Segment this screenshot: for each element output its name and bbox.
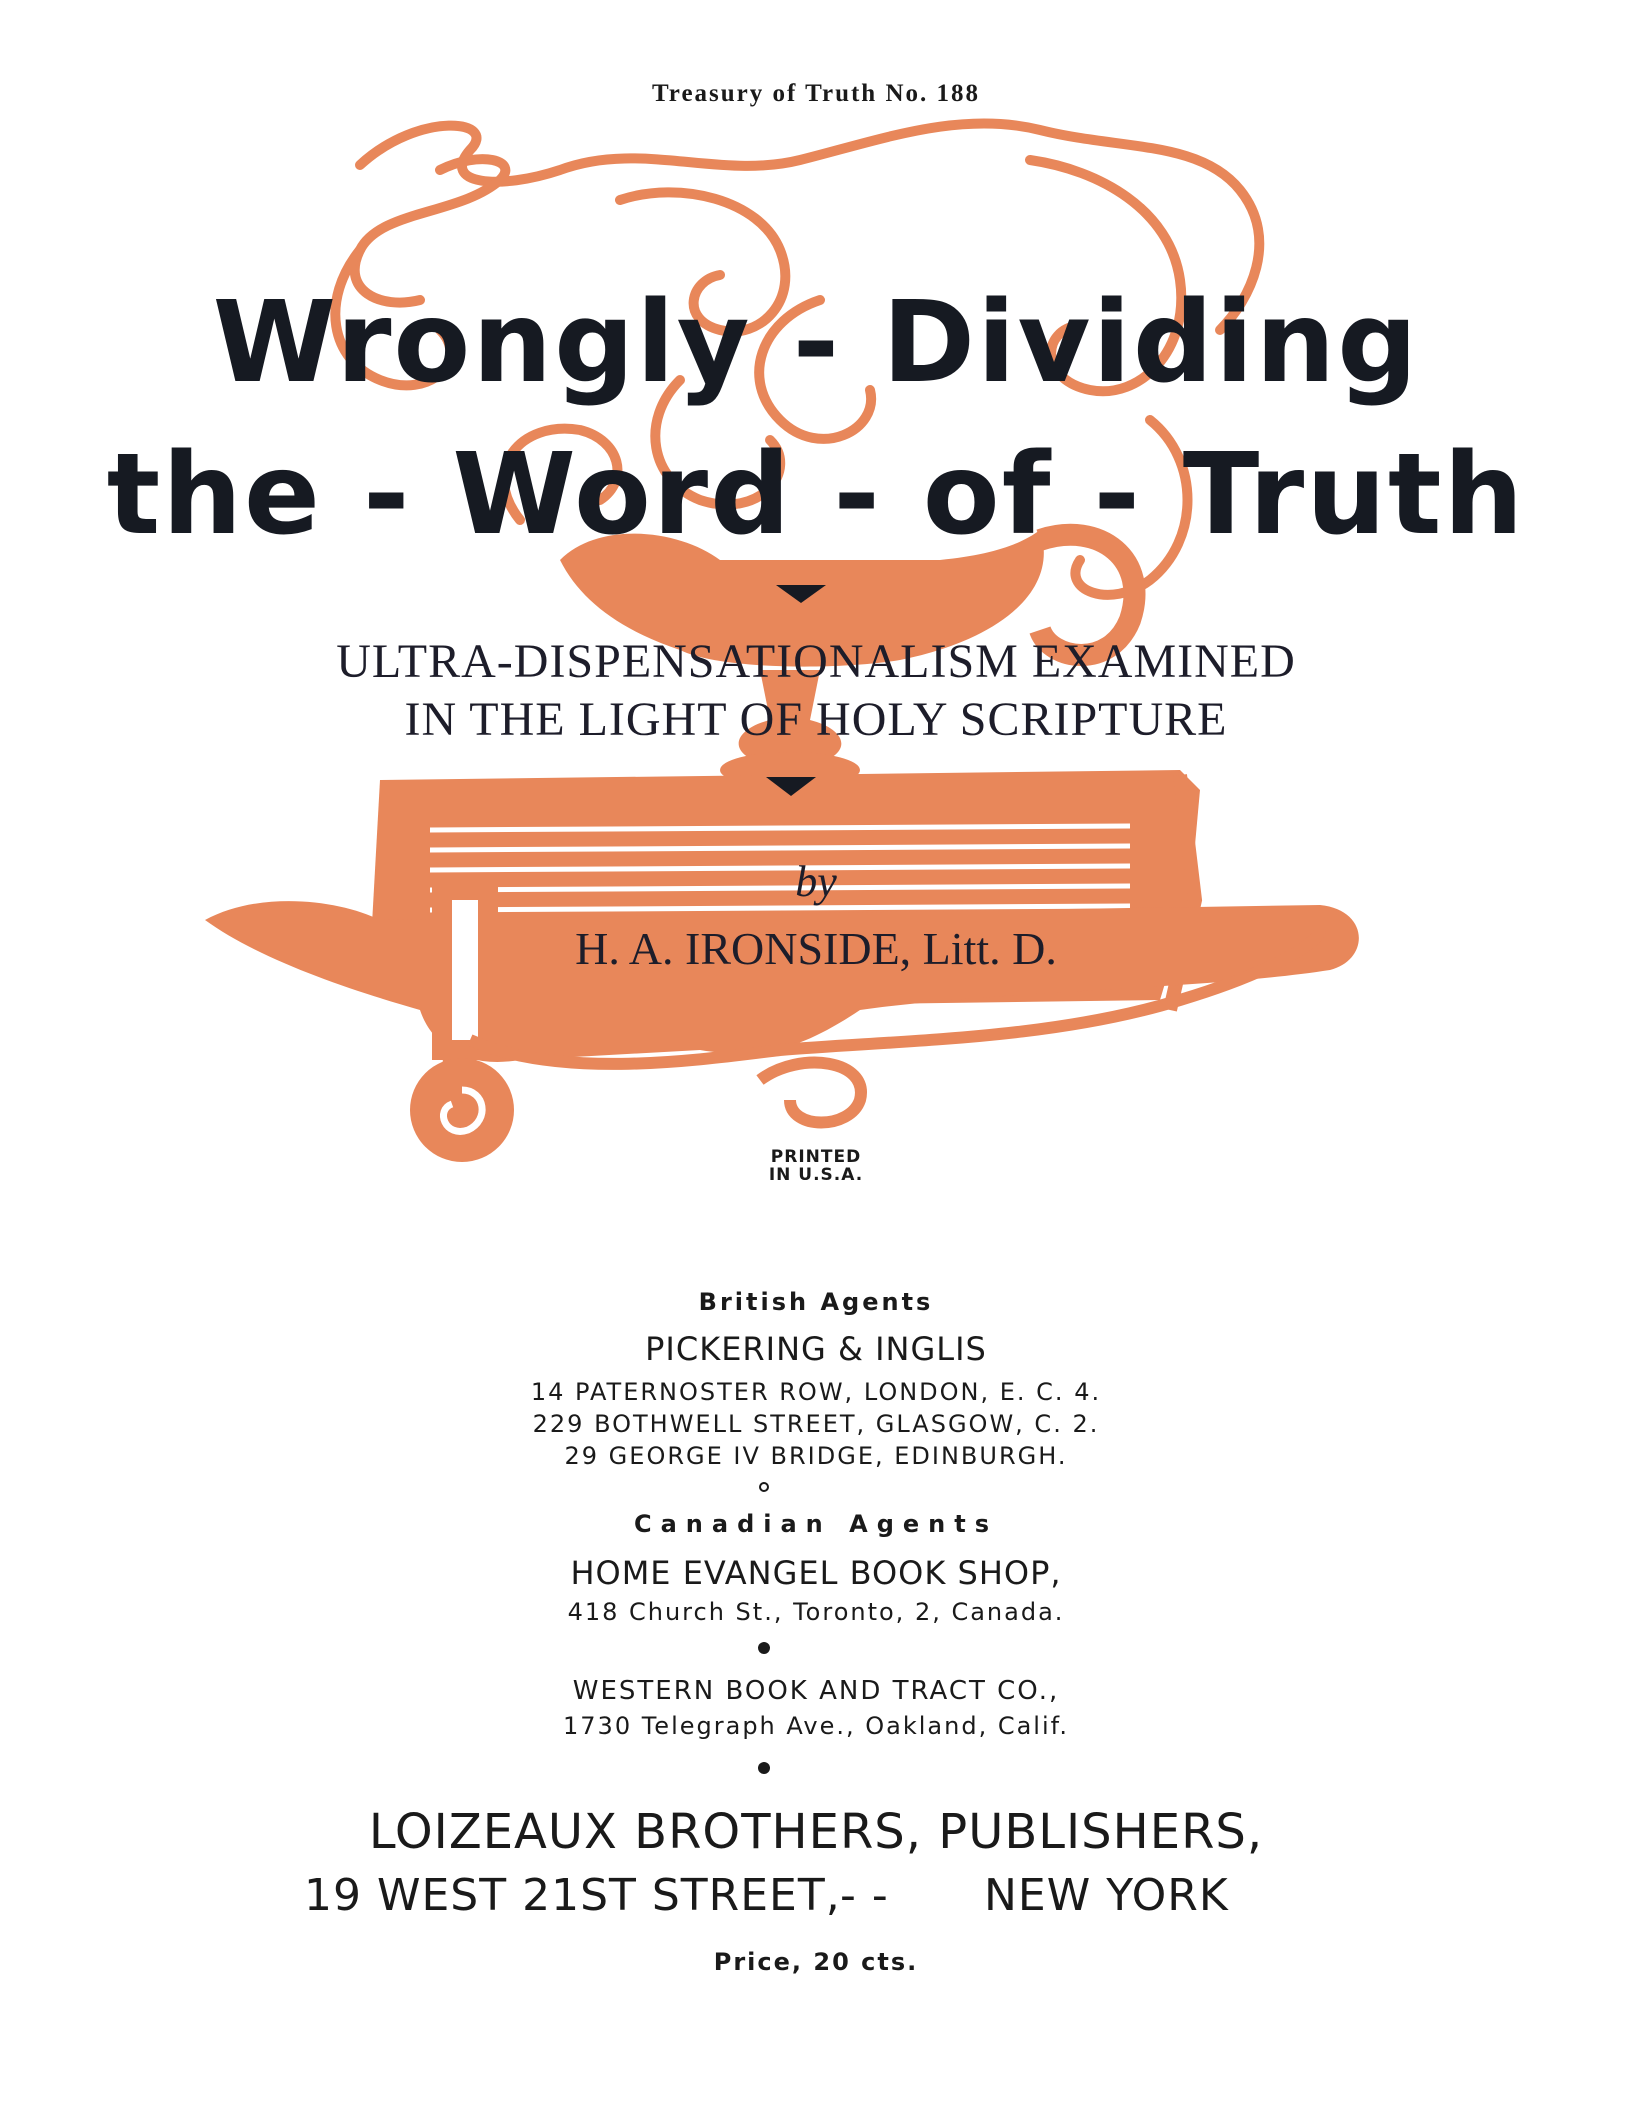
publisher-name: LOIZEAUX BROTHERS, PUBLISHERS, xyxy=(368,1804,1264,1860)
subtitle-line-1: ULTRA-DISPENSATIONALISM EXAMINED xyxy=(336,635,1296,688)
canadian-agents-label: Canadian Agents xyxy=(633,1510,998,1538)
publisher-street: 19 WEST 21ST STREET, xyxy=(304,1870,841,1921)
printed-line-2: IN U.S.A. xyxy=(768,1165,864,1185)
byline: by xyxy=(795,857,837,906)
separator-dot-2 xyxy=(758,1642,770,1654)
publisher-city: NEW YORK xyxy=(984,1870,1229,1921)
british-address-2: 229 BOTHWELL STREET, GLASGOW, C. 2. xyxy=(532,1410,1100,1438)
printed-in-usa xyxy=(0,1148,1632,1184)
british-address-1: 14 PATERNOSTER ROW, LONDON, E. C. 4. xyxy=(530,1378,1102,1406)
price: Price, 20 cts. xyxy=(713,1948,919,1976)
publisher-address xyxy=(0,1870,1632,1930)
author: H. A. IRONSIDE, Litt. D. xyxy=(575,923,1057,974)
series-line: Treasury of Truth No. 188 xyxy=(651,80,980,107)
canadian-address: 418 Church St., Toronto, 2, Canada. xyxy=(567,1598,1065,1626)
separator-dot-3 xyxy=(758,1762,770,1774)
title-line-2: the - Word - of - Truth xyxy=(106,430,1526,560)
title-line-1: Wrongly - Dividing xyxy=(212,278,1420,408)
subtitle-line-2: IN THE LIGHT OF HOLY SCRIPTURE xyxy=(404,693,1228,746)
british-address-3: 29 GEORGE IV BRIDGE, EDINBURGH. xyxy=(564,1442,1068,1470)
western-address: 1730 Telegraph Ave., Oakland, Calif. xyxy=(563,1712,1069,1740)
canadian-agent-name: HOME EVANGEL BOOK SHOP, xyxy=(570,1554,1062,1592)
printed-line-1: PRINTED xyxy=(770,1147,862,1167)
western-agent-name: WESTERN BOOK AND TRACT CO., xyxy=(572,1676,1060,1706)
separator-dot-1 xyxy=(759,1482,769,1492)
british-agents-label: British Agents xyxy=(698,1288,934,1316)
publisher-separator: - - xyxy=(840,1870,889,1921)
british-agent-name: PICKERING & INGLIS xyxy=(645,1330,987,1368)
